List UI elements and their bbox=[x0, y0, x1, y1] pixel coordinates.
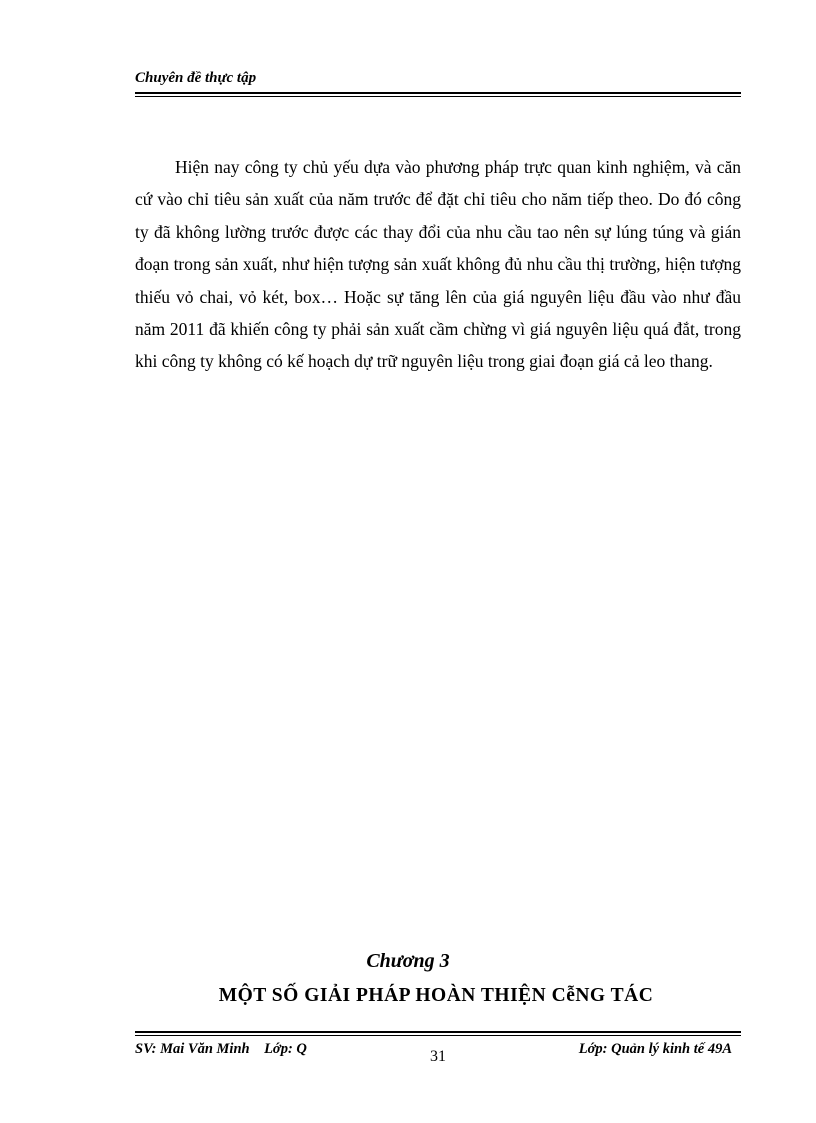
header-rule bbox=[135, 92, 741, 97]
page-number: 31 bbox=[430, 1048, 446, 1065]
chapter-title: MỘT SỐ GIẢI PHÁP HOÀN THIỆN CễNG TÁC bbox=[218, 985, 654, 1006]
body-paragraph: Hiện nay công ty chủ yếu dựa vào phương pháp trực quan kinh nghiệm, và căn cứ vào chỉ tiêu sản xuất của năm trước để đặt chỉ tiêu cho năm tiếp theo. Do đó công ty đã không lường trước được các thay đổi của nhu cầu tao nên sự lúng túng và gián đoạn trong sản xuất, như hiện tượng sản xuất không đủ nhu cầu thị trường, hiện tượng thiếu vỏ chai, vỏ két, box… Hoặc sự tăng lên của giá nguyên liệu đầu vào như đầu năm 2011 đã khiến công ty phải sản xuất cầm chừng vì giá nguyên liệu quá đắt, trong khi công ty không có kế hoạch dự trữ nguyên liệu trong giai đoạn giá cả leo thang. bbox=[135, 157, 741, 372]
running-header-title: Chuyên đề thực tập bbox=[135, 70, 257, 86]
footer-class-info: Lớp: Quản lý kinh tế 49A bbox=[578, 1041, 732, 1057]
chapter-number: Chương 3 bbox=[366, 950, 450, 972]
footer-rule bbox=[135, 1031, 741, 1036]
footer-student-info: SV: Mai Văn Minh Lớp: Q bbox=[135, 1041, 307, 1057]
